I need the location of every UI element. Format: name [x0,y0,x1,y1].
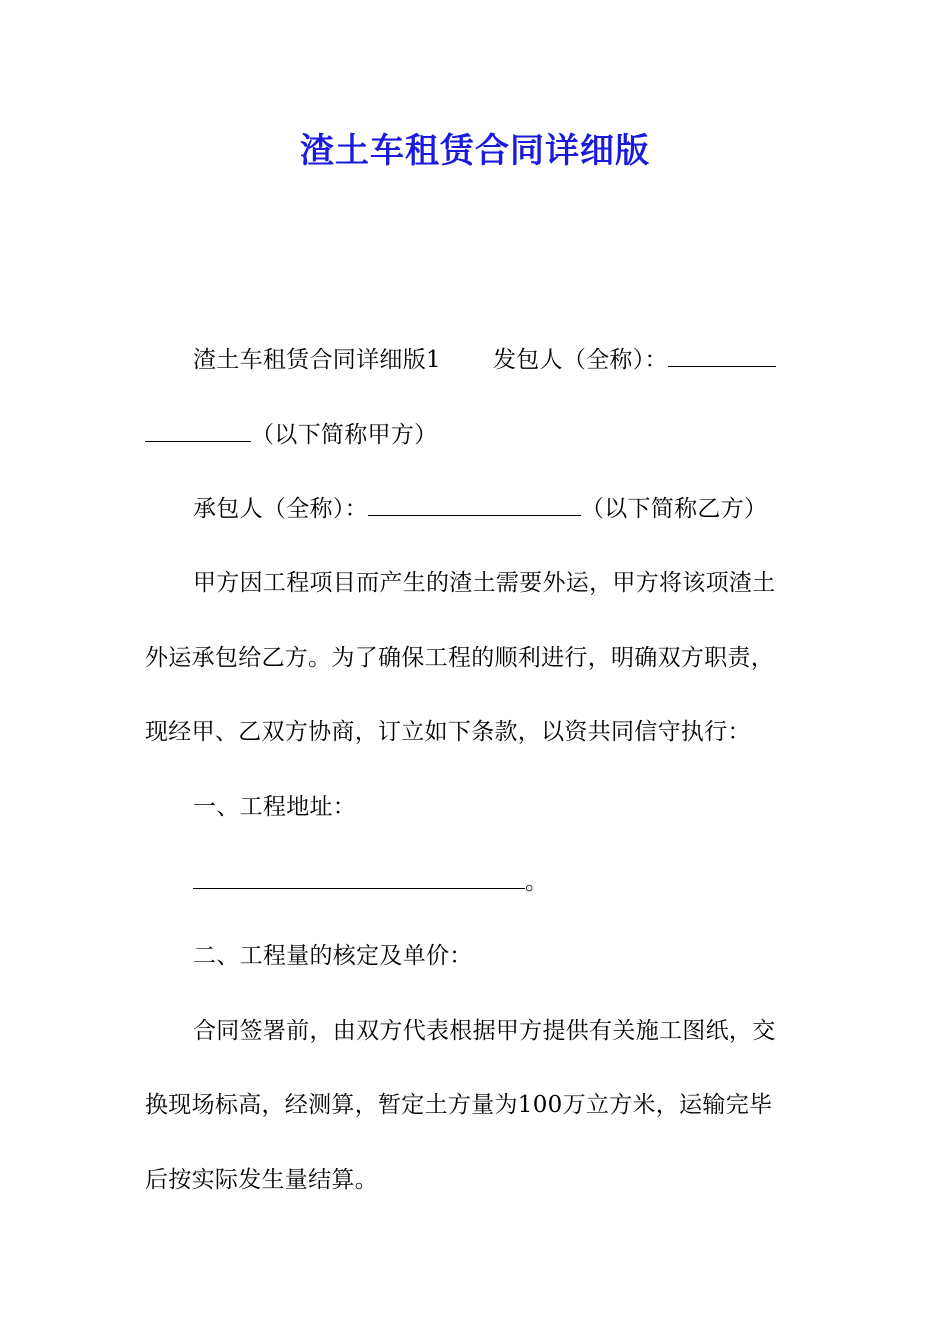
employer-name-blank[interactable] [668,344,776,367]
paragraph-line-10: 合同签署前，由双方代表根据甲方提供有关施工图纸，交 [193,1018,776,1044]
paragraph-line-4: 甲方因工程项目而产生的渣土需要外运，甲方将该项渣土 [193,570,776,596]
paragraph-line-5: 外运承包给乙方。为了确保工程的顺利进行，明确双方职责， [145,645,775,671]
section-heading-1: 一、工程地址： [193,794,357,820]
party-b-note: （以下简称乙方） [580,496,768,522]
paragraph-line-12: 后按实际发生量结算。 [145,1167,378,1193]
paragraph-line-2 [145,419,437,450]
address-period: 。 [525,869,549,895]
section-heading-2: 二、工程量的核定及单价： [193,943,473,969]
employer-label: 发包人（全称）： [492,347,668,373]
party-a-note: （以下简称甲方） [251,422,438,448]
paragraph-line-3 [193,493,767,524]
project-address-blank[interactable] [193,866,525,889]
paragraph-line-1 [193,344,776,375]
employer-name-blank-cont[interactable] [145,419,251,442]
paragraph-line-6: 现经甲、乙双方协商，订立如下条款，以资共同信守执行： [145,719,751,745]
document-title: 渣土车租赁合同详细版 [300,131,650,171]
contract-ref-text: 渣土车租赁合同详细版1 [193,347,441,373]
contractor-name-blank[interactable] [368,493,581,516]
contractor-label: 承包人（全称）： [193,496,368,522]
paragraph-line-11: 换现场标高，经测算，暂定土方量为100万立方米，运输完毕 [145,1092,773,1118]
address-line [193,866,548,897]
